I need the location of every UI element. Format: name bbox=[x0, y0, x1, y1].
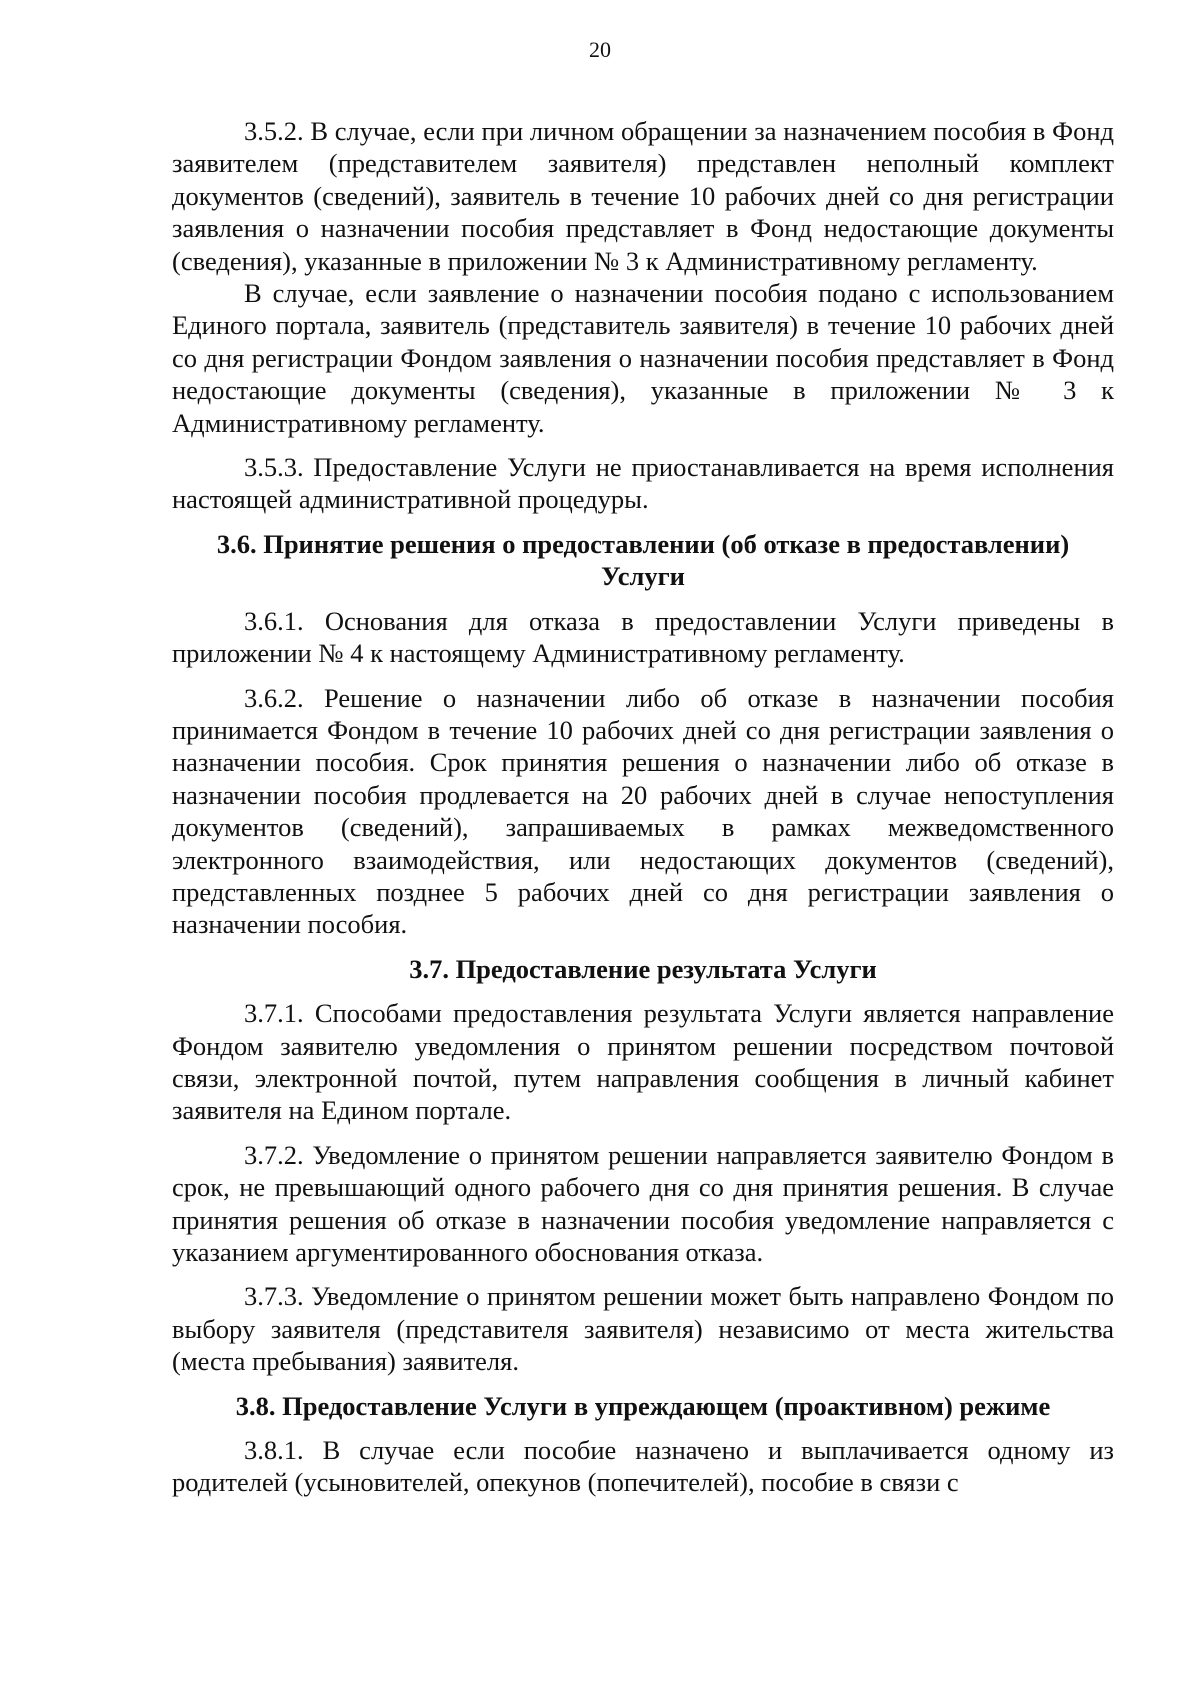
paragraph-3-5-3: 3.5.3. Предоставление Услуги не приостанавливается на время исполнения настоящей административной процедуры. bbox=[172, 452, 1114, 515]
document-body bbox=[172, 115, 1114, 1499]
section-heading-3-8: 3.8. Предоставление Услуги в упреждающем (проактивном) режиме bbox=[235, 1390, 1051, 1421]
paragraph-3-7-2: 3.7.2. Уведомление о принятом решении направляется заявителю Фондом в срок, не превышающий одного рабочего дня со дня принятия решения. В случае принятия решения об отказе в назначении пособия уведомление направляется с указанием аргументированного обоснования отказа. bbox=[172, 1139, 1114, 1267]
paragraph-3-6-1: 3.6.1. Основания для отказа в предоставлении Услуги приведены в приложении № 4 к настоящему Административному регламенту. bbox=[172, 605, 1114, 669]
paragraph-3-6-2: 3.6.2. Решение о назначении либо об отказе в назначении пособия принимается Фондом в течение 10 рабочих дней со дня регистрации заявления о назначении пособия. Срок принятия решения о назначении либо об отказе в назначении пособия продлевается на 20 рабочих дней в случае непоступления документов (сведений), запрашиваемых в рамках межведомственного электронного взаимодействия, или недостающих документов (сведений), представленных позднее 5 рабочих дней со дня регистрации заявления о назначении пособия. bbox=[172, 682, 1114, 940]
section-heading-3-7: 3.7. Предоставление результата Услуги bbox=[409, 953, 877, 984]
paragraph-3-5-2-continued: В случае, если заявление о назначении пособия подано с использованием Единого портала, заявитель (представитель заявителя) в течение 10 рабочих дней со дня регистрации Фондом заявления о назначении пособия представляет в Фонд недостающие документы (сведения), указанные в приложении № 3 к Административному регламенту. bbox=[172, 278, 1114, 438]
section-heading-3-6: 3.6. Принятие решения о предоставлении (об отказе в предоставлении) Услуги bbox=[216, 528, 1070, 592]
paragraph-3-5-2: 3.5.2. В случае, если при личном обращении за назначением пособия в Фонд заявителем (представителем заявителя) представлен неполный комплект документов (сведений), заявитель в течение 10 рабочих дней со дня регистрации заявления о назначении пособия представляет в Фонд недостающие документы (сведения), указанные в приложении № 3 к Административному регламенту. bbox=[172, 116, 1114, 276]
paragraph-3-8-1: 3.8.1. В случае если пособие назначено и выплачивается одному из родителей (усыновителей, опекунов (попечителей), пособие в связи с bbox=[172, 1435, 1114, 1498]
page-number: 20 bbox=[589, 37, 611, 62]
paragraph-3-7-3: 3.7.3. Уведомление о принятом решении может быть направлено Фондом по выбору заявителя (представителя заявителя) независимо от места жительства (места пребывания) заявителя. bbox=[172, 1281, 1114, 1377]
paragraph-3-7-1: 3.7.1. Способами предоставления результата Услуги является направление Фондом заявителю уведомления о принятом решении посредством почтовой связи, электронной почтой, путем направления сообщения в личный кабинет заявителя на Едином портале. bbox=[172, 998, 1114, 1126]
